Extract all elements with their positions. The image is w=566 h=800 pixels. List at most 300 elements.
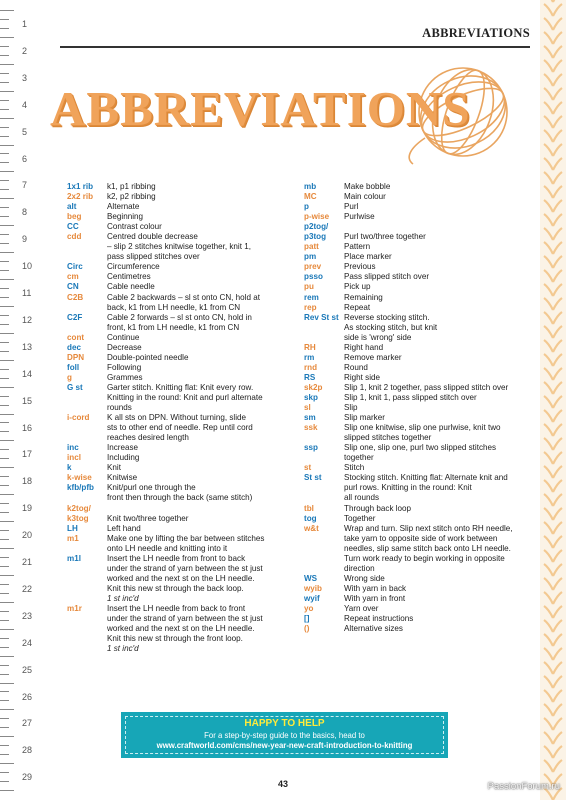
ruler-tick — [0, 162, 9, 163]
abbreviation-term: wyib — [304, 583, 322, 593]
abbreviation-term: Rev St st — [304, 312, 339, 322]
abbreviation-entry — [67, 383, 297, 413]
abbreviation-term: patt — [304, 242, 319, 252]
abbreviation-entry — [67, 604, 297, 644]
ruler-number: 16 — [22, 422, 33, 433]
abbreviation-entry — [67, 353, 297, 363]
ruler-tick — [0, 82, 9, 83]
ruler-tick — [0, 638, 9, 639]
ruler-tick — [0, 100, 9, 101]
ruler-number: 25 — [22, 664, 33, 675]
ruler-tick — [0, 458, 9, 459]
abbreviation-term: m1 — [67, 533, 79, 543]
abbreviation-definition: Purl — [344, 202, 359, 212]
abbreviation-entry — [67, 504, 297, 514]
abbreviation-entry — [304, 222, 526, 232]
abbreviation-entry — [304, 423, 526, 443]
abbreviation-term: rm — [304, 352, 315, 362]
ruler-number: 9 — [22, 234, 28, 245]
abbreviation-entry — [67, 363, 297, 373]
abbreviation-definition: Grammes — [107, 372, 143, 382]
ruler-tick — [0, 754, 9, 755]
abbreviation-term: C2B — [67, 292, 84, 302]
ruler-number: 8 — [22, 207, 28, 218]
ruler-tick — [0, 431, 9, 432]
abbreviation-entry — [67, 473, 297, 483]
abbreviation-entry — [67, 554, 297, 594]
ruler-tick — [0, 64, 14, 65]
abbreviation-entry — [67, 232, 297, 262]
abbreviation-term: sl — [304, 403, 311, 413]
abbreviation-term: beg — [67, 212, 82, 222]
ruler-tick — [0, 207, 9, 208]
abbreviation-definition: Wrong side — [344, 573, 385, 583]
abbreviation-entry — [67, 343, 297, 353]
abbreviation-definition — [344, 222, 526, 232]
abbreviations-right-column — [304, 182, 526, 634]
help-link[interactable]: www.craftworld.com/cms/new-year-new-craft-introduction-to-knitting — [156, 741, 413, 750]
abbreviation-entry — [67, 262, 297, 272]
ruler-tick — [0, 503, 9, 504]
abbreviation-term: sk2p — [304, 382, 323, 392]
abbreviation-entry — [304, 192, 526, 202]
abbreviation-term: Circ — [67, 262, 83, 272]
abbreviation-definition: Reverse stocking stitch. As stocking stitch, but knit side is 'wrong' side — [344, 312, 438, 342]
ruler-number: 15 — [22, 395, 33, 406]
ruler-tick — [0, 772, 9, 773]
ruler-tick — [0, 270, 9, 271]
abbreviation-entry — [304, 313, 526, 343]
page-number: 43 — [277, 779, 288, 789]
running-head: ABBREVIATIONS — [422, 26, 530, 40]
abbreviation-entry — [304, 584, 526, 594]
help-box — [121, 712, 448, 758]
ruler-tick — [0, 763, 14, 764]
ruler-tick — [0, 127, 9, 128]
abbreviation-term: yo — [304, 603, 314, 613]
ruler-tick — [0, 19, 9, 20]
ruler-tick — [0, 485, 9, 486]
abbreviations-left-column — [67, 182, 297, 654]
abbreviation-entry — [304, 413, 526, 423]
abbreviation-definition: Purlwise — [344, 212, 375, 222]
ruler-tick — [0, 727, 9, 728]
abbreviation-definition: Centred double decrease – slip 2 stitches knitwise together, knit 1, pass slipped stitches over — [107, 232, 251, 262]
ruler-number: 21 — [22, 557, 33, 567]
ruler-tick — [0, 225, 14, 226]
abbreviation-entry — [304, 343, 526, 353]
abbreviation-definition: Together — [344, 513, 376, 523]
ruler-tick — [0, 342, 9, 343]
abbreviation-definition: Including — [107, 453, 140, 463]
ruler-tick — [0, 46, 9, 47]
abbreviation-term: prev — [304, 262, 322, 272]
abbreviation-definition: Slip 1, knit 1, pass slipped stitch over — [344, 392, 477, 402]
abbreviation-term: LH — [67, 523, 78, 533]
abbreviation-entry — [67, 222, 297, 232]
ruler-tick — [0, 387, 14, 388]
abbreviation-definition: Alternative sizes — [344, 624, 403, 634]
ruler-tick — [0, 279, 14, 280]
abbreviation-term: 2x2 rib — [67, 192, 94, 202]
abbreviation-term: k2tog/ — [67, 503, 91, 513]
abbreviation-entry — [304, 443, 526, 463]
abbreviation-term: k-wise — [67, 473, 92, 483]
ruler-tick — [0, 745, 9, 746]
abbreviation-definition: Make one by lifting the bar between stitches onto LH needle and knitting into it — [107, 533, 265, 553]
abbreviation-definition: Knit — [107, 463, 121, 473]
abbreviation-entry — [304, 624, 526, 634]
ruler-tick — [0, 136, 9, 137]
abbreviation-entry — [67, 333, 297, 343]
abbreviation-term: pm — [304, 252, 317, 262]
abbreviation-term: RH — [304, 342, 316, 352]
ruler-tick — [0, 91, 14, 92]
abbreviation-term: alt — [67, 202, 77, 212]
ruler-tick — [0, 315, 9, 316]
abbreviation-definition: Insert the LH needle from front to back under the strand of yarn between the st just worked and the next st on the LH needle. Knit this new st through the back loop. — [107, 553, 263, 593]
abbreviation-definition: 1 st inc'd — [107, 644, 139, 654]
abbreviation-term: kfb/pfb — [67, 483, 94, 493]
abbreviation-term: pu — [304, 282, 314, 292]
ruler-tick — [0, 691, 9, 692]
ruler-number: 28 — [22, 745, 33, 756]
ruler-tick — [0, 467, 14, 468]
ruler-number: 26 — [22, 691, 33, 702]
abbreviation-entry — [304, 594, 526, 604]
abbreviation-definition: Stitch — [344, 463, 365, 473]
ruler-number: 12 — [22, 314, 33, 325]
abbreviation-term: mb — [304, 182, 317, 191]
abbreviation-term: tbl — [304, 503, 314, 513]
ruler-tick — [0, 521, 14, 522]
abbreviation-definition: K all sts on DPN. Without turning, slide sts to other end of needle. Rep until cord reaches desired length — [107, 413, 253, 443]
ruler-tick — [0, 10, 14, 11]
ruler-tick — [0, 252, 14, 253]
abbreviation-entry — [304, 363, 526, 373]
ruler-number: 2 — [22, 45, 28, 56]
ruler-tick — [0, 405, 9, 406]
ruler-tick — [0, 674, 9, 675]
abbreviation-definition: Right side — [344, 372, 380, 382]
abbreviation-definition: Decrease — [107, 342, 142, 352]
abbreviation-term: G st — [67, 382, 83, 392]
ruler-tick — [0, 216, 9, 217]
abbreviation-definition: Make bobble — [344, 182, 391, 191]
header-rule — [60, 46, 530, 48]
abbreviation-entry — [304, 212, 526, 222]
abbreviation-definition: Slip marker — [344, 413, 385, 423]
ruler-tick — [0, 647, 9, 648]
abbreviation-definition: Main colour — [344, 192, 386, 202]
ruler-tick — [0, 360, 14, 361]
abbreviation-term: wyif — [304, 593, 320, 603]
abbreviation-term: i-cord — [67, 413, 90, 423]
ruler-tick — [0, 494, 14, 495]
ruler-number: 27 — [22, 718, 33, 729]
ruler-tick — [0, 306, 14, 307]
abbreviation-term: cm — [67, 272, 79, 282]
watermark: PassionForum.ru — [487, 781, 560, 792]
ruler-tick — [0, 557, 9, 558]
abbreviation-entry — [304, 393, 526, 403]
abbreviation-definition: Remove marker — [344, 352, 402, 362]
ruler-tick — [0, 440, 14, 441]
ruler-tick — [0, 512, 9, 513]
abbreviation-entry — [304, 614, 526, 624]
ruler-tick — [0, 243, 9, 244]
abbreviation-term: cont — [67, 332, 85, 342]
ruler-tick — [0, 153, 9, 154]
ruler-tick — [0, 629, 14, 630]
ruler-tick — [0, 396, 9, 397]
abbreviation-entry — [67, 202, 297, 212]
ruler-tick — [0, 333, 14, 334]
abbreviation-term: skp — [304, 392, 318, 402]
abbreviation-entry — [67, 313, 297, 333]
ruler-number: 22 — [22, 583, 33, 594]
abbreviation-definition: Yarn over — [344, 603, 379, 613]
abbreviation-entry — [304, 514, 526, 524]
abbreviation-definition: Slip one, slip one, purl two slipped stitches together — [344, 443, 497, 463]
ruler-tick — [0, 171, 14, 172]
abbreviation-term: RS — [304, 372, 316, 382]
abbreviation-term: dec — [67, 342, 81, 352]
ruler-tick — [0, 718, 9, 719]
abbreviation-entry — [67, 644, 297, 654]
ruler-number: 5 — [22, 126, 28, 137]
ruler-tick — [0, 548, 14, 549]
ruler-tick — [0, 28, 9, 29]
abbreviation-entry — [304, 403, 526, 413]
ruler-tick — [0, 189, 9, 190]
abbreviation-definition — [107, 504, 297, 514]
ruler-tick — [0, 351, 9, 352]
abbreviation-definition: With yarn in back — [344, 583, 407, 593]
abbreviation-term: p-wise — [304, 212, 330, 222]
abbreviation-term: w&t — [304, 523, 319, 533]
side-ruler — [0, 0, 44, 800]
abbreviation-definition: Repeat — [344, 302, 371, 312]
abbreviation-term: MC — [304, 192, 317, 202]
abbreviation-term: incl — [67, 453, 81, 463]
abbreviation-entry — [67, 373, 297, 383]
abbreviation-definition: Contrast colour — [107, 222, 162, 232]
abbreviation-entry — [304, 383, 526, 393]
abbreviation-definition: Following — [107, 362, 142, 372]
abbreviation-definition: Pass slipped stitch over — [344, 272, 430, 282]
abbreviation-definition: Slip 1, knit 2 together, pass slipped stitch over — [344, 382, 509, 392]
abbreviation-definition: Insert the LH needle from back to front under the strand of yarn between the st just worked and the next st on the LH needle. Knit this new st through the front loop. — [107, 603, 263, 644]
abbreviation-entry — [304, 242, 526, 252]
abbreviation-entry — [304, 182, 526, 192]
ruler-tick — [0, 261, 9, 262]
abbreviation-entry — [67, 413, 297, 443]
ruler-tick — [0, 118, 14, 119]
abbreviation-entry — [67, 443, 297, 453]
abbreviation-definition: Circumference — [107, 262, 160, 272]
ruler-number: 24 — [22, 637, 33, 648]
abbreviation-term: p3tog — [304, 232, 327, 242]
abbreviation-term: tog — [304, 513, 317, 523]
ruler-tick — [0, 530, 9, 531]
abbreviation-definition: With yarn in front — [344, 593, 406, 603]
ruler-number: 4 — [22, 99, 28, 110]
ruler-tick — [0, 180, 9, 181]
ruler-tick — [0, 539, 9, 540]
ruler-number: 11 — [22, 288, 32, 298]
ruler-tick — [0, 736, 14, 737]
ruler-number: 23 — [22, 610, 33, 621]
ruler-tick — [0, 575, 14, 576]
ruler-tick — [0, 476, 9, 477]
ruler-tick — [0, 620, 9, 621]
abbreviation-definition: Place marker — [344, 252, 392, 262]
abbreviation-definition: Beginning — [107, 212, 144, 222]
abbreviation-entry — [304, 574, 526, 584]
ruler-number: 18 — [22, 476, 33, 487]
ruler-tick — [0, 584, 9, 585]
abbreviation-term: C2F — [67, 312, 83, 322]
abbreviation-entry — [304, 202, 526, 212]
ruler-tick — [0, 234, 9, 235]
abbreviation-entry — [304, 353, 526, 363]
abbreviation-definition: Previous — [344, 262, 376, 272]
abbreviation-definition: Remaining — [344, 292, 383, 302]
ruler-tick — [0, 593, 9, 594]
ruler-number: 10 — [22, 261, 33, 272]
abbreviation-entry — [67, 272, 297, 282]
abbreviation-term: CC — [67, 222, 79, 232]
abbreviation-entry — [304, 293, 526, 303]
abbreviation-definition: Garter stitch. Knitting flat: Knit every row. Knitting in the round: Knit and purl alternate rounds — [107, 382, 263, 413]
ruler-tick — [0, 665, 9, 666]
abbreviation-term: DPN — [67, 352, 85, 362]
ruler-tick — [0, 566, 9, 567]
abbreviation-entry — [304, 272, 526, 282]
abbreviation-entry — [304, 262, 526, 272]
ruler-tick — [0, 109, 9, 110]
ruler-tick — [0, 700, 9, 701]
abbreviation-definition: Right hand — [344, 342, 384, 352]
abbreviation-entry — [304, 504, 526, 514]
abbreviation-term: inc — [67, 443, 79, 453]
ruler-number: 20 — [22, 530, 33, 541]
help-subtext: For a step-by-step guide to the basics, head to — [204, 731, 365, 740]
abbreviation-entry — [304, 524, 526, 574]
ruler-number: 14 — [22, 368, 33, 379]
abbreviation-entry — [304, 282, 526, 292]
abbreviation-term: p2tog/ — [304, 222, 329, 232]
abbreviation-term: () — [304, 624, 310, 634]
abbreviation-term: p — [304, 202, 309, 212]
abbreviation-definition: Repeat instructions — [344, 614, 414, 624]
abbreviation-entry — [67, 453, 297, 463]
knit-braid-border — [540, 0, 566, 800]
abbreviation-definition: Left hand — [107, 523, 141, 533]
ruler-tick — [0, 378, 9, 379]
ruler-tick — [0, 37, 14, 38]
abbreviation-entry — [67, 182, 297, 192]
abbreviation-term: ssp — [304, 443, 318, 453]
abbreviation-definition: k1, p1 ribbing — [107, 182, 156, 191]
ruler-tick — [0, 790, 14, 791]
abbreviation-definition: Cable needle — [107, 282, 155, 292]
help-heading: HAPPY TO HELP — [244, 718, 325, 729]
ruler-number: 3 — [22, 72, 28, 83]
abbreviation-entry — [304, 373, 526, 383]
abbreviation-definition: Purl two/three together — [344, 232, 426, 242]
ruler-tick — [0, 73, 9, 74]
ruler-number: 13 — [22, 341, 33, 352]
ruler-tick — [0, 145, 14, 146]
ruler-number: 17 — [22, 449, 33, 460]
abbreviation-definition: Cable 2 backwards – sl st onto CN, hold at back, k1 from LH needle, k1 from CN — [107, 292, 260, 312]
abbreviation-entry — [67, 293, 297, 313]
abbreviation-term: st — [304, 463, 312, 473]
abbreviation-term: WS — [304, 573, 318, 583]
abbreviation-entry — [67, 524, 297, 534]
abbreviation-entry — [67, 212, 297, 222]
abbreviation-term: m1l — [67, 553, 81, 563]
abbreviation-definition: Round — [344, 362, 368, 372]
abbreviation-term: psso — [304, 272, 323, 282]
ruler-tick — [0, 198, 14, 199]
abbreviation-definition: Alternate — [107, 202, 140, 212]
ruler-tick — [0, 709, 14, 710]
abbreviation-entry — [67, 483, 297, 503]
abbreviation-term — [67, 594, 107, 604]
ruler-tick — [0, 414, 14, 415]
abbreviation-definition: Stocking stitch. Knitting flat: Alternate knit and purl rows. Knitting in the round: Knit all rounds — [344, 473, 508, 503]
abbreviation-term: rep — [304, 302, 317, 312]
ruler-tick — [0, 288, 9, 289]
abbreviation-entry — [67, 463, 297, 473]
abbreviation-definition: Knitwise — [107, 473, 138, 483]
abbreviation-definition: Wrap and turn. Slip next stitch onto RH needle, take yarn to opposite side of work between needles, slip same stitch back onto LH needle. Turn work ready to begin working in opposite direction — [344, 523, 513, 573]
abbreviation-definition: Continue — [107, 332, 140, 342]
ruler-tick — [0, 55, 9, 56]
ruler-tick — [0, 422, 9, 423]
abbreviation-entry — [304, 303, 526, 313]
abbreviation-term: cdd — [67, 232, 82, 242]
abbreviation-definition: Centimetres — [107, 272, 151, 282]
abbreviation-entry — [67, 514, 297, 524]
ruler-tick — [0, 602, 14, 603]
abbreviation-definition: Increase — [107, 443, 139, 453]
abbreviation-definition: k2, p2 ribbing — [107, 192, 156, 202]
abbreviation-entry — [304, 604, 526, 614]
abbreviation-definition: Through back loop — [344, 503, 412, 513]
abbreviation-entry — [67, 192, 297, 202]
ruler-tick — [0, 683, 14, 684]
abbreviation-definition: Knit two/three together — [107, 513, 189, 523]
abbreviation-definition: Double-pointed needle — [107, 352, 189, 362]
abbreviation-entry — [304, 252, 526, 262]
ruler-tick — [0, 656, 14, 657]
ruler-tick — [0, 611, 9, 612]
abbreviation-entry — [67, 594, 297, 604]
abbreviation-term: rem — [304, 292, 319, 302]
abbreviation-term — [67, 644, 107, 654]
abbreviation-entry — [67, 282, 297, 292]
abbreviation-term: ssk — [304, 423, 318, 433]
abbreviation-term: foll — [67, 362, 80, 372]
abbreviation-entry — [304, 473, 526, 503]
ruler-number: 19 — [22, 503, 33, 514]
abbreviation-term: k3tog — [67, 513, 89, 523]
abbreviation-term: CN — [67, 282, 79, 292]
